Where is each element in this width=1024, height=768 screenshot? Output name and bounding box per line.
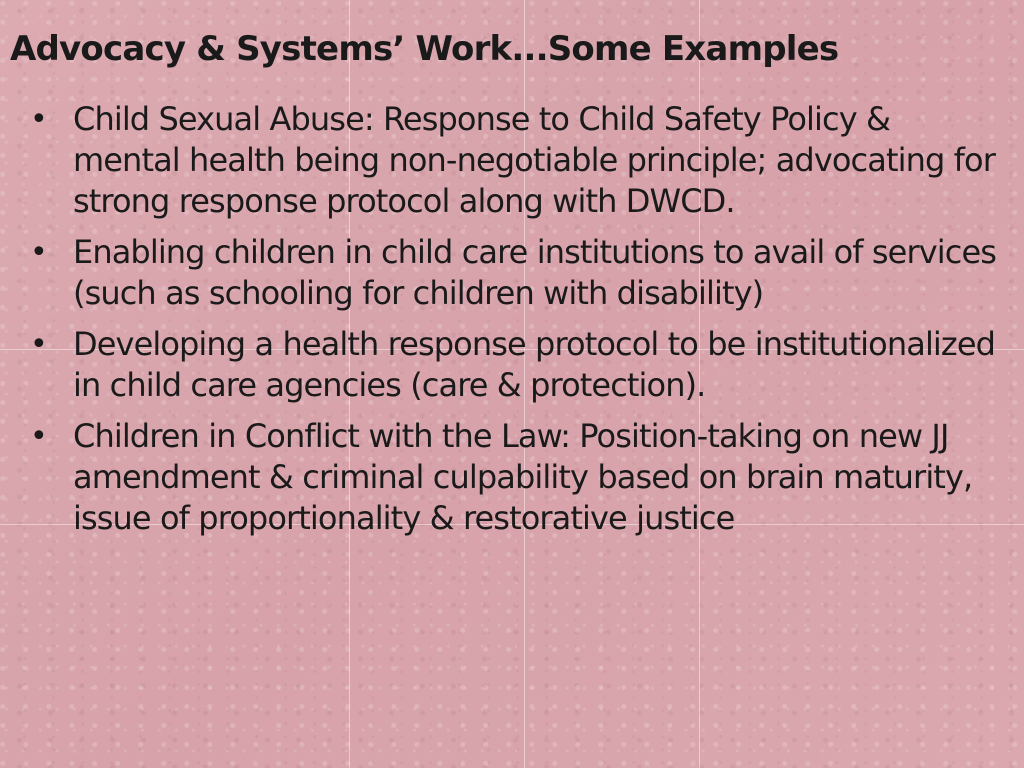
bullet-item-health-response-protocol	[30, 324, 1000, 406]
bullet-item-child-sexual-abuse	[30, 99, 1000, 222]
bullet-text: Child Sexual Abuse: Response to Child Safety Policy & mental health being non-negotiable principle; advocating for strong response protocol along with DWCD.	[73, 100, 995, 220]
bullet-point-icon: •	[30, 102, 47, 137]
bullet-point-icon: •	[30, 419, 47, 454]
bullet-text: Enabling children in child care institutions to avail of services (such as schooling for children with disability)	[73, 233, 997, 312]
bullet-list	[30, 99, 1000, 549]
bullet-point-icon: •	[30, 327, 47, 362]
slide-title: Advocacy & Systems’ Work...Some Examples	[10, 29, 839, 69]
bullet-item-child-care-institutions	[30, 232, 1000, 314]
bullet-text: Developing a health response protocol to be institutionalized in child care agencies (care & protection).	[73, 325, 996, 404]
bullet-text: Children in Conflict with the Law: Position-taking on new JJ amendment & criminal culpability based on brain maturity, issue of proportionality & restorative justice	[73, 417, 973, 537]
bullet-item-children-in-conflict-with-law	[30, 416, 1000, 539]
bullet-point-icon: •	[30, 235, 47, 270]
